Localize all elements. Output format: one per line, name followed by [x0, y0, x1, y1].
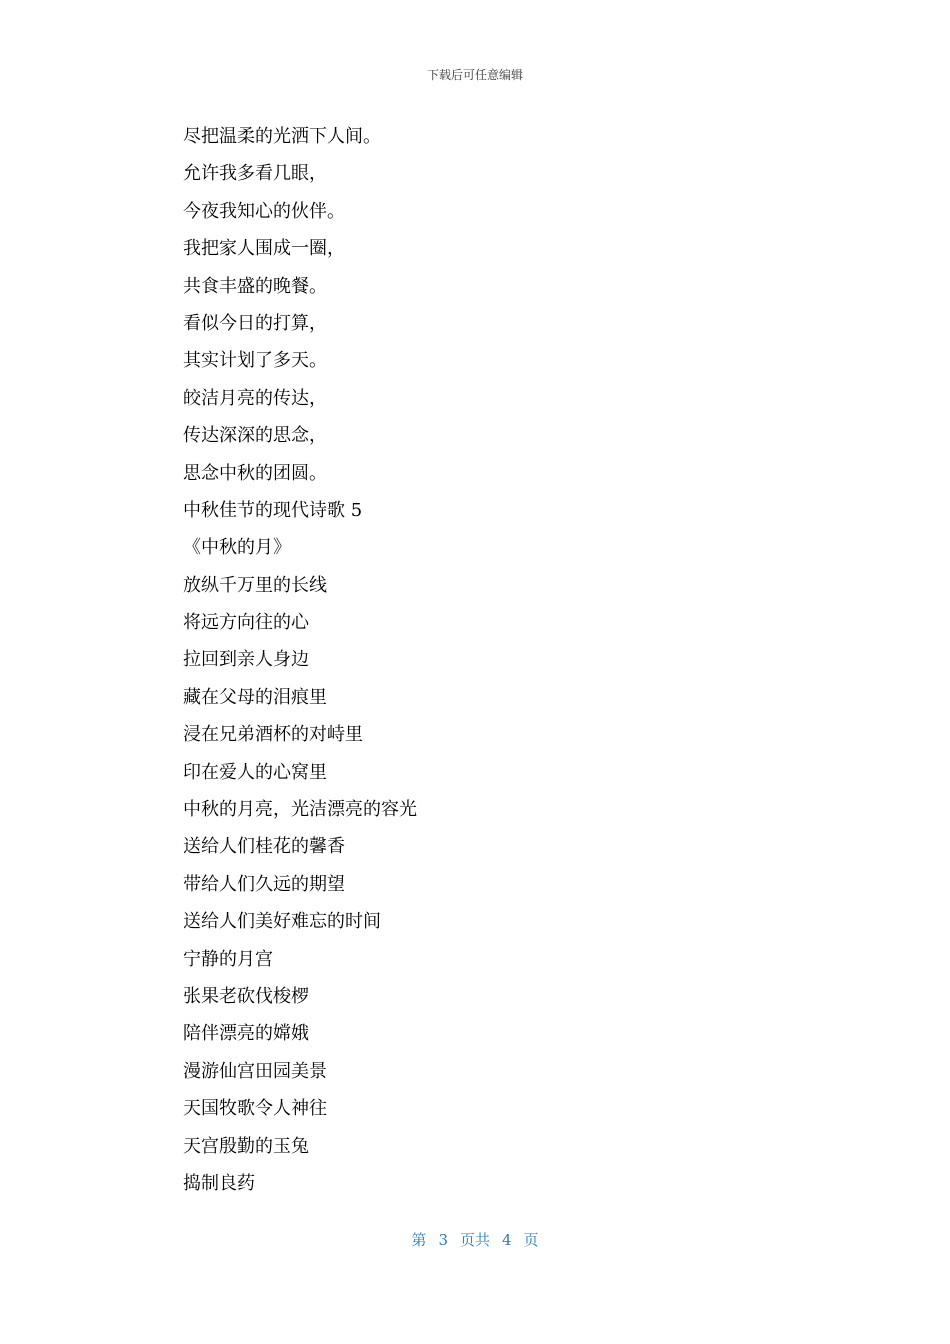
text-line: 思念中秋的团圆。: [183, 462, 327, 484]
poem-title: 《中秋的月》: [183, 537, 291, 559]
footer-prefix: 第: [411, 1231, 427, 1249]
text-line: 拉回到亲人身边: [183, 649, 309, 671]
current-page-number: 3: [438, 1231, 448, 1249]
text-line: 印在爱人的心窝里: [183, 761, 327, 783]
text-line: 看似今日的打算，: [183, 312, 327, 334]
text-line: 将远方向往的心: [183, 612, 309, 634]
text-line: 天国牧歌令人神往: [183, 1098, 327, 1120]
text-line: 允许我多看几眼，: [183, 163, 327, 185]
header-note: 下载后可任意编辑: [426, 68, 523, 82]
text-line: 中秋的月亮，光洁漂亮的容光: [183, 799, 417, 821]
poem-body: [183, 118, 823, 1202]
text-line: 送给人们桂花的馨香: [183, 836, 345, 858]
text-line: 张果老砍伐梭椤: [183, 985, 309, 1007]
text-line: 藏在父母的泪痕里: [183, 686, 327, 708]
text-line: 放纵千万里的长线: [183, 574, 327, 596]
text-line: 天宫殷勤的玉兔: [183, 1135, 309, 1157]
text-line: 尽把温柔的光洒下人间。: [183, 126, 381, 147]
page-number-footer: [0, 1230, 950, 1250]
text-line: 陪伴漂亮的嫦娥: [183, 1023, 309, 1045]
text-line: 传达深深的思念，: [183, 425, 327, 447]
text-line: 我把家人围成一圈，: [183, 238, 345, 260]
text-line: 捣制良药: [183, 1172, 255, 1194]
text-line: 共食丰盛的晚餐。: [183, 275, 327, 297]
section-heading: 中秋佳节的现代诗歌 5: [183, 499, 363, 521]
text-line: 皎洁月亮的传达，: [183, 387, 327, 409]
text-line: 其实计划了多天。: [183, 350, 327, 372]
footer-suffix: 页: [523, 1231, 539, 1249]
footer-middle: 页共: [459, 1231, 490, 1249]
total-page-count: 4: [502, 1231, 512, 1249]
text-line: 浸在兄弟酒杯的对峙里: [183, 724, 363, 746]
text-line: 送给人们美好难忘的时间: [183, 911, 381, 933]
text-line: 今夜我知心的伙伴。: [183, 200, 345, 222]
text-line: 宁静的月宫: [183, 948, 273, 970]
text-line: 带给人们久远的期望: [183, 873, 345, 895]
text-line: 漫游仙宫田园美景: [183, 1060, 327, 1082]
